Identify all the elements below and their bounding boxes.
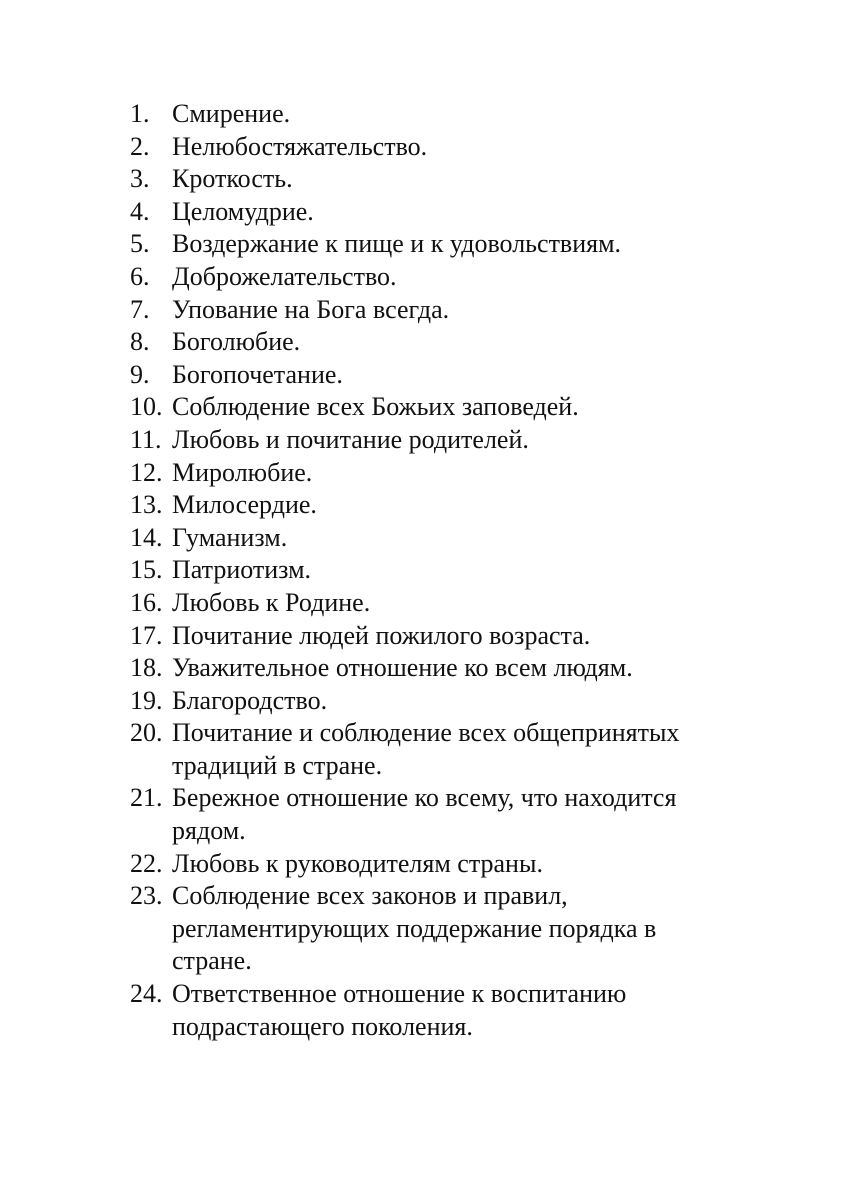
- list-item-text: [172, 294, 770, 327]
- list-item: [130, 587, 770, 620]
- list-item-text: [172, 424, 770, 457]
- list-item: [130, 163, 770, 196]
- list-item-number: 3.: [130, 164, 150, 194]
- list-item-text: [172, 131, 770, 164]
- list-item-number: 6.: [130, 261, 150, 291]
- list-item-text: [172, 261, 770, 294]
- list-item-text: [172, 326, 770, 359]
- list-item-line: Любовь к Родине.: [172, 587, 371, 617]
- list-item-line: Доброжелательство.: [172, 261, 397, 291]
- list-item-text: [172, 554, 770, 587]
- list-item-text: [172, 489, 770, 522]
- list-item-line: Бережное отношение ко всему, что находится: [172, 783, 677, 813]
- list-item-line: традиций в стране.: [172, 750, 383, 780]
- list-item-line: Упование на Бога всегда.: [172, 294, 450, 324]
- list-item-line: Ответственное отношение к воспитанию: [172, 979, 627, 1009]
- list-item-line: Нелюбостяжательство.: [172, 131, 428, 161]
- list-item: [130, 359, 770, 392]
- numbered-list: [130, 98, 770, 1043]
- list-item-line: Благородство.: [172, 685, 328, 715]
- list-item-text: [172, 782, 770, 847]
- list-item-line: рядом.: [172, 816, 246, 846]
- list-item-text: [172, 228, 770, 261]
- list-item-number: 24.: [130, 979, 163, 1009]
- list-item-line: Боголюбие.: [172, 327, 301, 357]
- list-item: [130, 848, 770, 881]
- list-item: [130, 294, 770, 327]
- list-item: [130, 880, 770, 978]
- list-item-line: Миролюбие.: [172, 457, 313, 487]
- list-item-line: Почитание и соблюдение всех общепринятых: [172, 718, 680, 748]
- list-item-text: [172, 522, 770, 555]
- list-item: [130, 782, 770, 847]
- list-item-text: [172, 717, 770, 782]
- list-item-line: регламентирующих поддержание порядка в: [172, 913, 657, 943]
- list-item: [130, 228, 770, 261]
- list-item-text: [172, 848, 770, 881]
- list-item-text: [172, 880, 770, 978]
- list-item-line: Уважительное отношение ко всем людям.: [172, 653, 633, 683]
- list-item-text: [172, 163, 770, 196]
- list-item-line: Почитание людей пожилого возраста.: [172, 620, 591, 650]
- list-item-line: Целомудрие.: [172, 196, 314, 226]
- list-item-text: [172, 685, 770, 718]
- list-item: [130, 261, 770, 294]
- list-item-number: 10.: [130, 392, 163, 422]
- list-item-number: 19.: [130, 685, 163, 715]
- list-item: [130, 196, 770, 229]
- list-item: [130, 489, 770, 522]
- list-item-line: Кроткость.: [172, 164, 293, 194]
- list-item-line: Соблюдение всех Божьих заповедей.: [172, 392, 579, 422]
- list-item-line: Богопочетание.: [172, 359, 343, 389]
- list-item-number: 20.: [130, 718, 163, 748]
- list-item: [130, 652, 770, 685]
- list-item-number: 13.: [130, 490, 163, 520]
- list-item-number: 21.: [130, 783, 163, 813]
- list-item: [130, 98, 770, 131]
- list-item-number: 9.: [130, 359, 150, 389]
- list-item-number: 18.: [130, 653, 163, 683]
- list-item-number: 8.: [130, 327, 150, 357]
- list-item-line: Соблюдение всех законов и правил,: [172, 881, 568, 911]
- list-item-line: подрастающего поколения.: [172, 1011, 473, 1041]
- list-item: [130, 685, 770, 718]
- list-item-number: 14.: [130, 522, 163, 552]
- list-item: [130, 457, 770, 490]
- list-item-number: 2.: [130, 131, 150, 161]
- list-item: [130, 978, 770, 1043]
- list-item-line: Смирение.: [172, 99, 291, 128]
- list-item-number: 15.: [130, 555, 163, 585]
- list-item-line: Воздержание к пище и к удовольствиям.: [172, 229, 622, 259]
- list-item-line: стране.: [172, 946, 252, 976]
- list-item: [130, 424, 770, 457]
- list-item: [130, 522, 770, 555]
- list-item-number: 7.: [130, 294, 150, 324]
- list-item-line: Любовь к руководителям страны.: [172, 848, 543, 878]
- list-item-text: [172, 620, 770, 653]
- list-item-text: [172, 359, 770, 392]
- list-item: [130, 620, 770, 653]
- list-item-number: 17.: [130, 620, 163, 650]
- list-item-text: [172, 457, 770, 490]
- list-item-number: 22.: [130, 848, 163, 878]
- list-item-line: Любовь и почитание родителей.: [172, 424, 529, 454]
- list-item: [130, 326, 770, 359]
- list-item-text: [172, 652, 770, 685]
- list-item: [130, 131, 770, 164]
- list-item-number: 4.: [130, 196, 150, 226]
- list-item-line: Патриотизм.: [172, 555, 312, 585]
- list-item-text: [172, 196, 770, 229]
- list-item: [130, 391, 770, 424]
- list-item-text: [172, 587, 770, 620]
- list-item-line: Милосердие.: [172, 490, 317, 520]
- list-item-number: 23.: [130, 881, 163, 911]
- list-item-text: [172, 391, 770, 424]
- list-item-number: 12.: [130, 457, 163, 487]
- list-item-number: 11.: [130, 424, 162, 454]
- list-item-number: 16.: [130, 587, 163, 617]
- list-item-number: 5.: [130, 229, 150, 259]
- list-item-line: Гуманизм.: [172, 522, 288, 552]
- list-item: [130, 717, 770, 782]
- list-item-text: [172, 978, 770, 1043]
- list-item: [130, 554, 770, 587]
- list-item-number: 1.: [130, 99, 150, 128]
- list-item-text: [172, 98, 770, 131]
